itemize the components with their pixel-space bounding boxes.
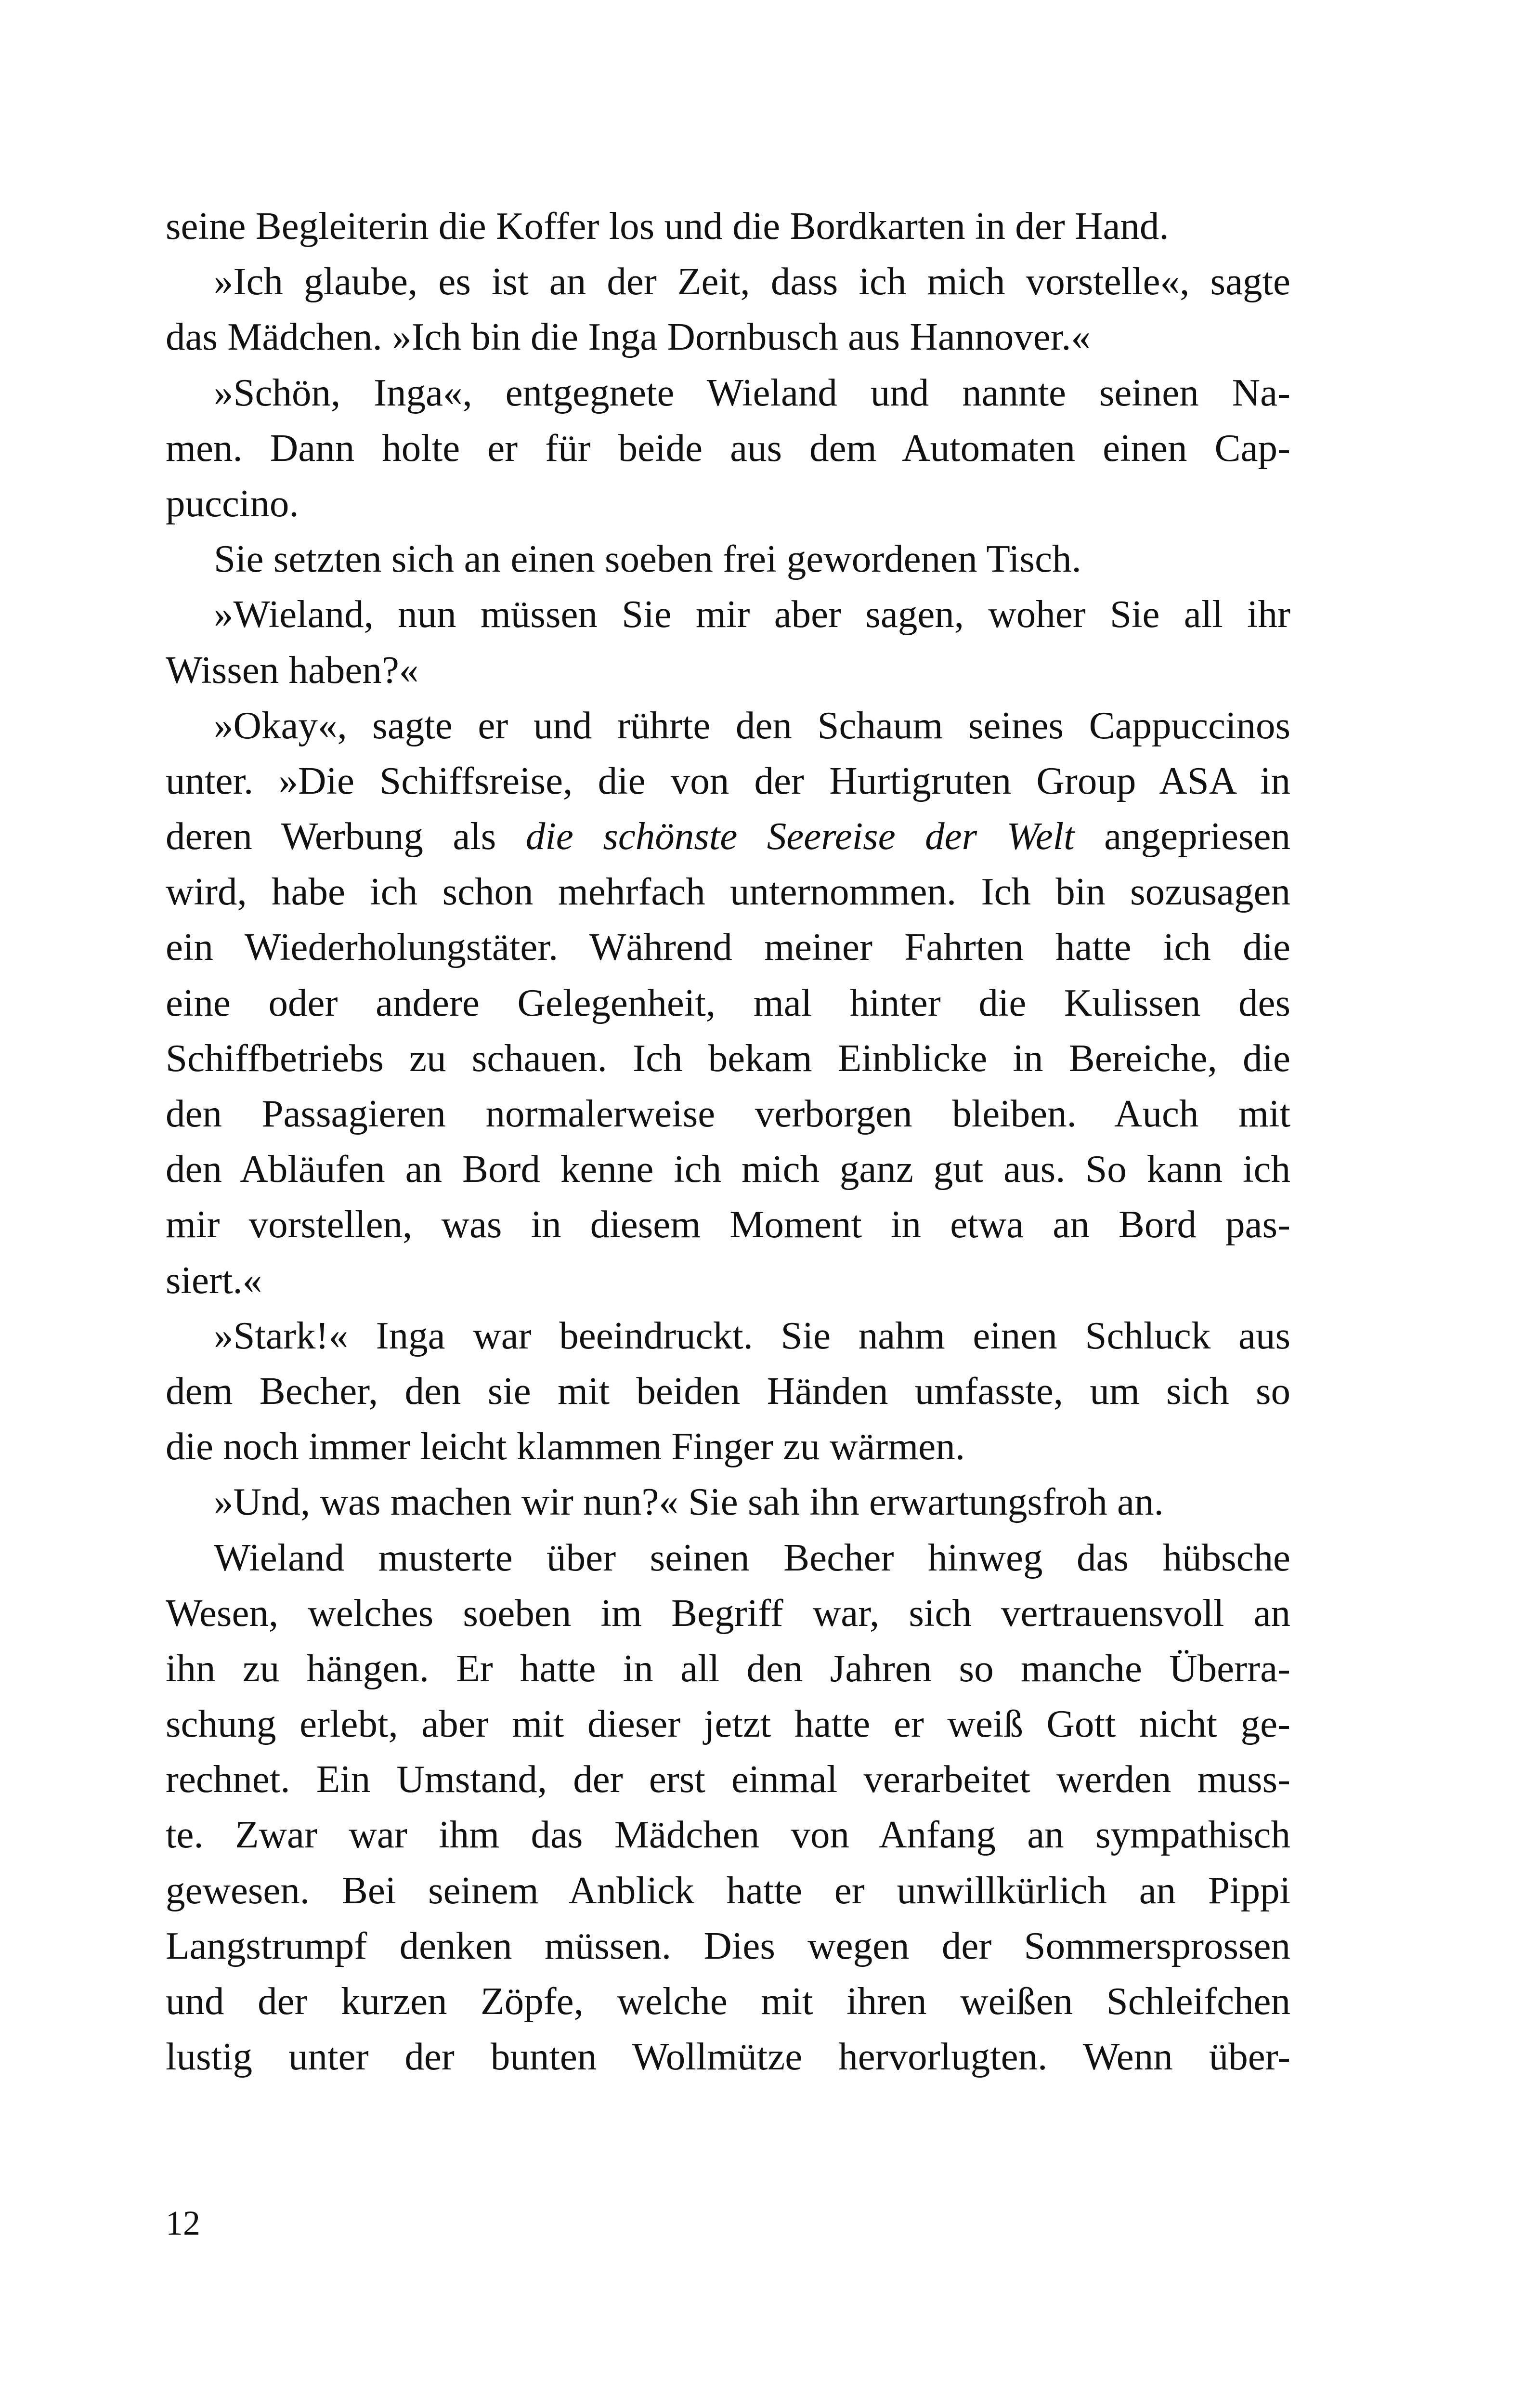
- text-line: das Mädchen. »Ich bin die Inga Dornbusch aus Hannover.«: [166, 315, 1091, 359]
- text-line: mir vorstellen, was in diesem Moment in etwa an Bord pas-: [166, 1203, 1290, 1246]
- text-line: den Passagieren normalerweise verborgen bleiben. Auch mit: [166, 1092, 1290, 1135]
- text-line: wird, habe ich schon mehrfach unternommen. Ich bin sozusagen: [166, 870, 1290, 914]
- text-line: »Wieland, nun müssen Sie mir aber sagen, woher Sie all ihr: [214, 592, 1290, 636]
- text-line: ihn zu hängen. Er hatte in all den Jahren so manche Überra-: [166, 1646, 1290, 1690]
- page-number: 12: [166, 2204, 200, 2242]
- text-line: [166, 809, 1290, 864]
- text-line: dem Becher, den sie mit beiden Händen umfasste, um sich so: [166, 1369, 1290, 1413]
- text-segment: angepriesen: [1074, 814, 1290, 858]
- text-line: ein Wiederholungstäter. Während meiner Fahrten hatte ich die: [166, 925, 1290, 969]
- text-line: schung erlebt, aber mit dieser jetzt hatte er weiß Gott nicht ge-: [166, 1702, 1290, 1746]
- text-line: Wissen haben?«: [166, 648, 419, 692]
- text-line: »Okay«, sagte er und rührte den Schaum seines Cappuccinos: [214, 703, 1290, 747]
- text-line: puccino.: [166, 481, 299, 525]
- text-line: rechnet. Ein Umstand, der erst einmal verarbeitet werden muss-: [166, 1757, 1290, 1801]
- text-segment: deren Werbung als: [166, 814, 526, 858]
- text-line: Schiffbetriebs zu schauen. Ich bekam Einblicke in Bereiche, die: [166, 1036, 1290, 1080]
- text-line: »Ich glaube, es ist an der Zeit, dass ich mich vorstelle«, sagte: [214, 260, 1290, 303]
- body-text: [166, 198, 1290, 2084]
- text-line: eine oder andere Gelegenheit, mal hinter die Kulissen des: [166, 981, 1290, 1024]
- text-line: Sie setzten sich an einen soeben frei gewordenen Tisch.: [214, 537, 1081, 581]
- text-line: »Stark!« Inga war beeindruckt. Sie nahm einen Schluck aus: [214, 1313, 1290, 1357]
- text-line: die noch immer leicht klammen Finger zu wärmen.: [166, 1425, 965, 1468]
- text-line: Wesen, welches soeben im Begriff war, sich vertrauensvoll an: [166, 1591, 1290, 1635]
- text-line: men. Dann holte er für beide aus dem Automaten einen Cap-: [166, 426, 1290, 470]
- text-line: »Und, was machen wir nun?« Sie sah ihn erwartungsfroh an.: [214, 1480, 1164, 1524]
- text-line: und der kurzen Zöpfe, welche mit ihren weißen Schleifchen: [166, 1979, 1290, 2023]
- text-line: seine Begleiterin die Koffer los und die Bordkarten in der Hand.: [166, 204, 1169, 248]
- text-line: Wieland musterte über seinen Becher hinweg das hübsche: [214, 1535, 1290, 1579]
- text-line: den Abläufen an Bord kenne ich mich ganz gut aus. So kann ich: [166, 1147, 1290, 1191]
- text-line: Langstrumpf denken müssen. Dies wegen der Sommersprossen: [166, 1924, 1290, 1967]
- text-line: unter. »Die Schiffsreise, die von der Hurtigruten Group ASA in: [166, 759, 1290, 802]
- text-line: lustig unter der bunten Wollmütze hervorlugten. Wenn über-: [166, 2035, 1290, 2079]
- text-line: gewesen. Bei seinem Anblick hatte er unwillkürlich an Pippi: [166, 1868, 1290, 1912]
- text-line: siert.«: [166, 1258, 262, 1302]
- text-line: »Schön, Inga«, entgegnete Wieland und nannte seinen Na-: [214, 370, 1290, 414]
- text-line: te. Zwar war ihm das Mädchen von Anfang an sympathisch: [166, 1813, 1290, 1857]
- emphasized-text: die schönste Seereise der Welt: [525, 814, 1075, 858]
